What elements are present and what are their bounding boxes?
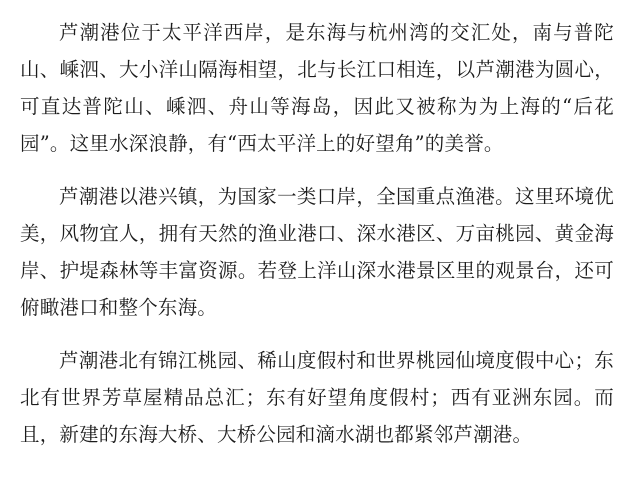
paragraph-1: 芦潮港位于太平洋西岸，是东海与杭州湾的交汇处，南与普陀山、嵊泗、大小洋山隔海相望，北与长江口相连，以芦潮港为圆心，可直达普陀山、嵊泗、舟山等海岛，因此又被称为为上海的“后花园”。这里水深浪静，有“西太平洋上的好望角”的美誉。 <box>20 21 614 155</box>
paragraph-3: 芦潮港北有锦江桃园、稀山度假村和世界桃园仙境度假中心；东北有世界芳草屋精品总汇；东有好望角度假村；西有亚洲东园。而且，新建的东海大桥、大桥公园和滴水湖也都紧邻芦潮港。 <box>20 349 614 446</box>
paragraph-2: 芦潮港以港兴镇，为国家一类口岸，全国重点渔港。这里环境优美，风物宜人，拥有天然的渔业港口、深水港区、万亩桃园、黄金海岸、护堤森林等丰富资源。若登上洋山深水港景区里的观景台，还可俯瞰港口和整个东海。 <box>20 185 614 319</box>
